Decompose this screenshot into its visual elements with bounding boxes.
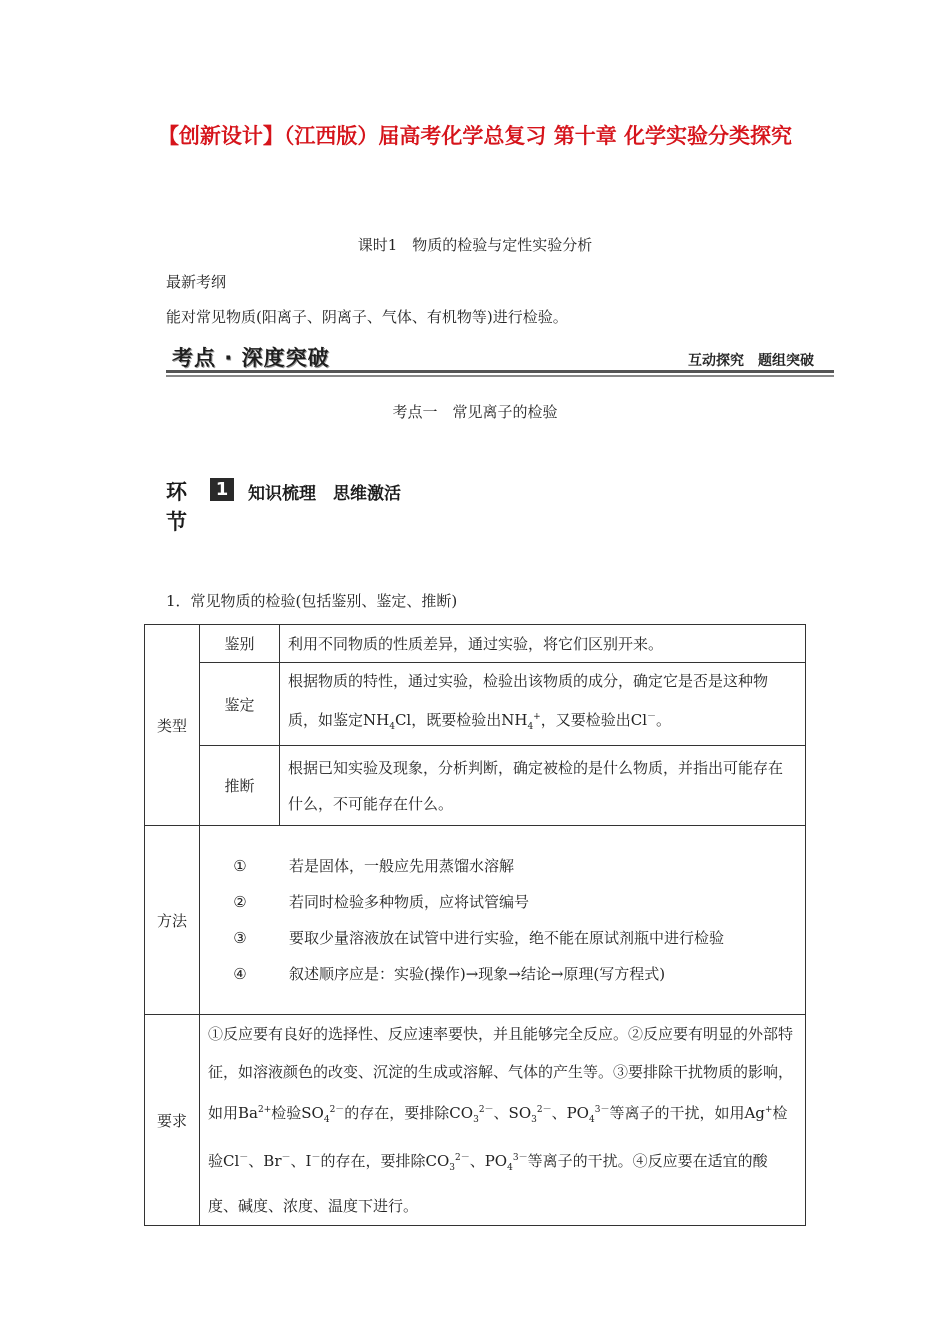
type-name: 推断	[200, 746, 280, 826]
method-label: 方法	[145, 826, 200, 1015]
type-label: 类型	[145, 625, 200, 826]
requirement-label: 要求	[145, 1015, 200, 1226]
outline-text: 能对常见物质(阳离子、阴离子、气体、有机物等)进行检验。	[166, 308, 568, 326]
section-word: 环节	[166, 480, 187, 534]
method-item: ④ 叙述顺序应是：实验(操作)→现象→结论→原理(写方程式)	[233, 965, 666, 983]
type-desc: 利用不同物质的性质差异，通过实验，将它们区别开来。	[280, 625, 806, 663]
requirement-text: ①反应要有良好的选择性、反应速率要快，并且能够完全反应。②反应要有明显的外部特征，如溶液颜色的改变、沉淀的生成或溶解、气体的产生等。③要排除干扰物质的影响，如用$Ba^{2+}$检验$SO_4^{2-}$的存在，要排除$CO_3^{2-}$、$SO_3^{2-}$、$PO_4^{3-}$等离子的干扰，如用Ag+检验Cl－、Br－、I－的存在，要排除$CO_3^{2-}$、$PO_4^{3-}$等离子的干扰。④反应要在适宜的酸度、碱度、浓度、温度下进行。	[200, 1015, 806, 1226]
type-name: 鉴定	[200, 663, 280, 746]
banner-left-title: 考点 · 深度突破	[172, 346, 330, 370]
method-list	[200, 826, 806, 1015]
lesson-title: 课时1 物质的检验与定性实验分析	[357, 236, 593, 254]
method-item: ① 若是固体，一般应先用蒸馏水溶解	[233, 857, 515, 875]
latest-outline-label: 最新考纲	[166, 273, 227, 291]
type-name: 鉴别	[200, 625, 280, 663]
type-desc: 根据物质的特性，通过实验，检验出该物质的成分，确定它是否是这种物质，如鉴定$NH_4Cl$，既要检验出$NH_4^+$，又要检验出Cl－。	[280, 663, 806, 746]
type-desc: 根据已知实验及现象，分析判断，确定被检的是什么物质，并指出可能存在什么，不可能存在什么。	[280, 746, 806, 826]
section-number-badge: 1	[210, 478, 234, 501]
method-item: ② 若同时检验多种物质，应将试管编号	[233, 893, 530, 911]
banner-right-title: 互动探究 题组突破	[688, 353, 814, 369]
banner-rule	[166, 370, 834, 373]
document-title: 【创新设计】（江西版）届高考化学总复习 第十章 化学实验分类探究	[157, 124, 793, 148]
method-item: ③ 要取少量溶液放在试管中进行实验，绝不能在原试剂瓶中进行检验	[233, 929, 725, 947]
detection-table	[144, 624, 806, 1226]
kaodian-title: 考点一 常见离子的检验	[392, 403, 558, 421]
section-title: 知识梳理 思维激活	[248, 484, 401, 504]
question-title: 1．常见物质的检验(包括鉴别、鉴定、推断)	[166, 592, 458, 610]
section-banner	[166, 342, 834, 376]
banner-rule-secondary	[166, 375, 834, 377]
